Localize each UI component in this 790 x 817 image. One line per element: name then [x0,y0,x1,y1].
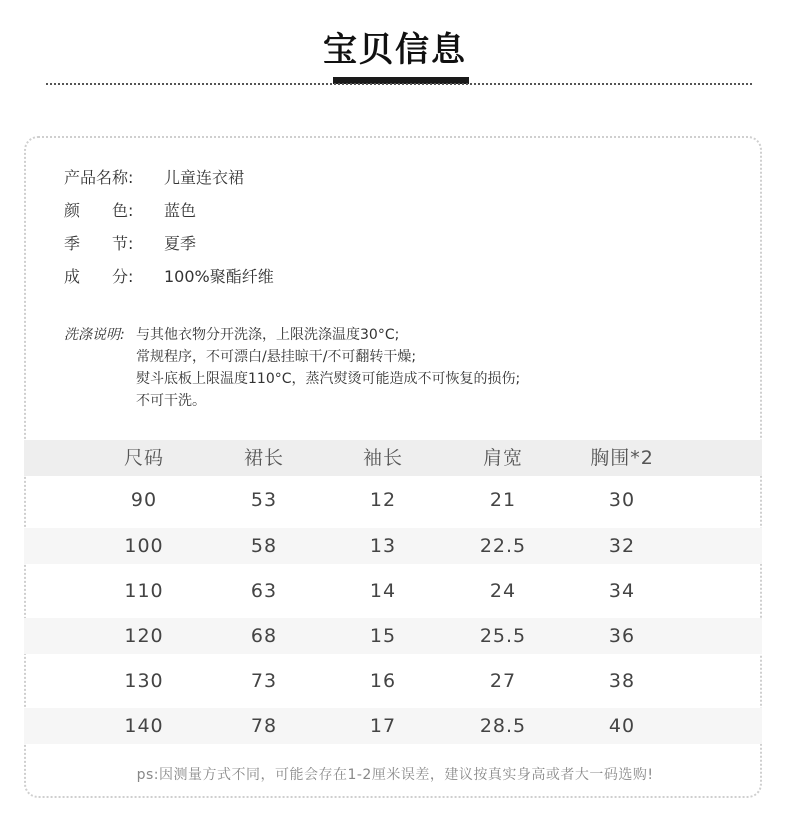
table-cell: 140 [124,715,164,737]
table-cell: 27 [489,670,517,692]
care-line: 熨斗底板上限温度110°C，蒸汽熨烫可能造成不可恢复的损伤; [136,371,521,387]
care-label: 洗涤说明: [64,327,125,343]
info-label: 颜 色: [64,201,134,220]
care-line: 与其他衣物分开洗涤，上限洗涤温度30°C; [136,327,400,343]
table-row [24,573,762,609]
table-row [24,708,762,744]
header-divider [46,83,752,85]
care-line: 常规程序，不可漂白/悬挂晾干/不可翻转干燥; [136,349,417,365]
info-value: 儿童连衣裙 [164,168,245,187]
table-cell: 15 [369,625,397,647]
table-cell: 28.5 [479,715,527,737]
table-cell: 36 [608,625,636,647]
table-cell: 90 [130,489,158,511]
column-header: 尺码 [123,447,164,469]
table-cell: 53 [250,489,278,511]
info-label: 季 节: [64,234,134,253]
table-cell: 120 [124,625,164,647]
info-label: 产品名称: [64,168,134,187]
table-cell: 12 [369,489,397,511]
table-row [24,528,762,564]
measurement-footnote: ps:因测量方式不同，可能会存在1-2厘米误差，建议按真实身高或者大一码选购! [136,767,654,783]
table-cell: 32 [608,535,636,557]
info-value: 夏季 [164,234,197,253]
table-cell: 40 [608,715,636,737]
table-cell: 100 [124,535,164,557]
table-row [24,663,762,699]
table-cell: 13 [369,535,397,557]
table-row [24,482,762,518]
table-cell: 22.5 [479,535,527,557]
column-header: 袖长 [362,447,403,469]
table-row [24,618,762,654]
table-cell: 63 [250,580,278,602]
column-header: 裙长 [243,447,284,469]
table-cell: 130 [124,670,164,692]
table-cell: 68 [250,625,278,647]
table-cell: 17 [369,715,397,737]
table-cell: 38 [608,670,636,692]
info-value: 蓝色 [164,201,197,220]
table-cell: 78 [250,715,278,737]
column-header: 胸围*2 [590,447,654,469]
table-cell: 16 [369,670,397,692]
care-line: 不可干洗。 [136,393,206,409]
column-header: 肩宽 [482,447,523,469]
table-cell: 14 [369,580,397,602]
table-cell: 110 [124,580,164,602]
info-label: 成 分: [64,267,134,286]
table-cell: 25.5 [479,625,527,647]
page-title: 宝贝信息 [323,30,467,70]
table-cell: 21 [489,489,517,511]
size-table-header [24,440,762,476]
table-cell: 73 [250,670,278,692]
table-cell: 24 [489,580,517,602]
table-cell: 58 [250,535,278,557]
table-cell: 34 [608,580,636,602]
table-cell: 30 [608,489,636,511]
info-value: 100%聚酯纤维 [164,267,274,286]
